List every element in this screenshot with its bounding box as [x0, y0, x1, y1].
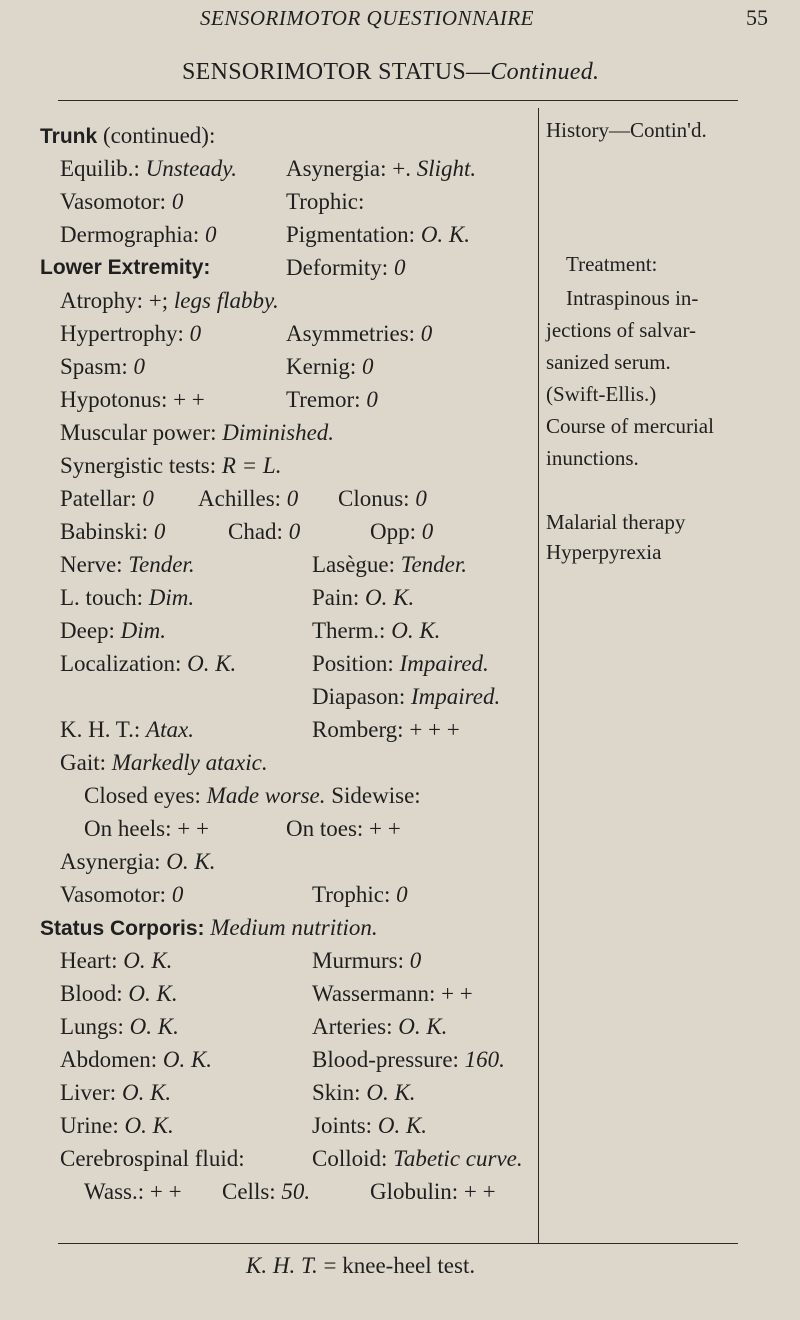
babinski-row: Babinski: 0	[60, 519, 166, 544]
asymmetries-row: Asymmetries: 0	[286, 321, 433, 346]
on-toes-row: On toes: + +	[286, 816, 401, 841]
treatment-line: Intraspinous in-	[566, 286, 699, 310]
heart-row: Heart: O. K.	[60, 948, 173, 973]
bottom-rule	[58, 1243, 738, 1244]
treatment-line: jections of salvar-	[546, 318, 697, 342]
lasegue-row: Lasègue: Tender.	[312, 552, 468, 577]
spasm-row: Spasm: 0	[60, 354, 145, 379]
treatment-line: (Swift-Ellis.)	[546, 382, 657, 406]
achilles-row: Achilles: 0	[198, 486, 299, 511]
atrophy-row: Atrophy: +; legs flabby.	[60, 288, 279, 313]
joints-row: Joints: O. K.	[312, 1113, 428, 1138]
gait-row: Gait: Markedly ataxic.	[60, 750, 268, 775]
section-title-text: SENSORIMOTOR STATUS—	[182, 59, 491, 85]
chad-row: Chad: 0	[228, 519, 301, 544]
section-title-suffix: Continued.	[490, 59, 600, 85]
deformity-row: Deformity: 0	[286, 255, 406, 280]
column-divider	[538, 108, 539, 1243]
liver-row: Liver: O. K.	[60, 1080, 172, 1105]
clonus-row: Clonus: 0	[338, 486, 427, 511]
opp-row: Opp: 0	[370, 519, 434, 544]
on-heels-row: On heels: + +	[84, 816, 209, 841]
closed-eyes-row: Closed eyes: Made worse. Sidewise:	[84, 783, 421, 808]
dermographia-row: Dermographia: 0	[60, 222, 217, 247]
vasomotor-2-row: Vasomotor: 0	[60, 882, 184, 907]
equilib-row: Equilib.: Unsteady.	[60, 156, 237, 181]
kernig-row: Kernig: 0	[286, 354, 374, 379]
pigmentation-row: Pigmentation: O. K.	[286, 222, 471, 247]
position-row: Position: Impaired.	[312, 651, 489, 676]
csf-row: Cerebrospinal fluid:	[60, 1146, 245, 1171]
skin-row: Skin: O. K.	[312, 1080, 416, 1105]
blood-pressure-row: Blood-pressure: 160.	[312, 1047, 505, 1072]
arteries-row: Arteries: O. K.	[312, 1014, 448, 1039]
romberg-row: Romberg: + + +	[312, 717, 460, 742]
hypotonus-row: Hypotonus: + +	[60, 387, 205, 412]
treatment-line: inunctions.	[546, 446, 639, 470]
malarial-line: Malarial therapy	[546, 510, 686, 534]
deep-row: Deep: Dim.	[60, 618, 167, 643]
diapason-row: Diapason: Impaired.	[312, 684, 501, 709]
running-title: SENSORIMOTOR QUESTIONNAIRE	[200, 6, 535, 30]
asynergia-2-row: Asynergia: O. K.	[60, 849, 216, 874]
treatment-label: Treatment:	[566, 252, 658, 276]
treatment-line: sanized serum.	[546, 350, 671, 374]
lungs-row: Lungs: O. K.	[60, 1014, 179, 1039]
status-corporis-row: Status Corporis: Medium nutrition.	[40, 915, 378, 940]
cells-row: Cells: 50.	[222, 1179, 311, 1204]
vasomotor-row: Vasomotor: 0	[60, 189, 184, 214]
trophic-2-row: Trophic: 0	[312, 882, 408, 907]
trunk-heading: Trunk (continued):	[40, 123, 216, 148]
section-title	[182, 58, 599, 86]
nerve-row: Nerve: Tender.	[60, 552, 195, 577]
pain-row: Pain: O. K.	[312, 585, 415, 610]
light-touch-row: L. touch: Dim.	[60, 585, 195, 610]
treatment-line: Course of mercurial	[546, 414, 714, 438]
localization-row: Localization: O. K.	[60, 651, 237, 676]
urine-row: Urine: O. K.	[60, 1113, 174, 1138]
malarial-line: Hyperpyrexia	[546, 540, 662, 564]
blood-row: Blood: O. K.	[60, 981, 178, 1006]
patellar-row: Patellar: 0	[60, 486, 154, 511]
therm-row: Therm.: O. K.	[312, 618, 441, 643]
muscular-power-row: Muscular power: Diminished.	[60, 420, 335, 445]
asynergia-row: Asynergia: +. Slight.	[286, 156, 477, 181]
top-rule	[58, 100, 738, 101]
murmurs-row: Murmurs: 0	[312, 948, 422, 973]
tremor-row: Tremor: 0	[286, 387, 378, 412]
wass-row: Wass.: + +	[84, 1179, 182, 1204]
globulin-row: Globulin: + +	[370, 1179, 496, 1204]
history-label: History—Contin'd.	[546, 118, 707, 142]
trophic-row: Trophic:	[286, 189, 365, 214]
lower-extremity-heading: Lower Extremity:	[40, 256, 211, 279]
wassermann-row: Wassermann: + +	[312, 981, 473, 1006]
knee-heel-row: K. H. T.: Atax.	[60, 717, 194, 742]
colloid-row: Colloid: Tabetic curve.	[312, 1146, 523, 1171]
hypertrophy-row: Hypertrophy: 0	[60, 321, 202, 346]
abdomen-row: Abdomen: O. K.	[60, 1047, 213, 1072]
page-number: 55	[746, 5, 768, 30]
footnote: K. H. T. = knee-heel test.	[246, 1253, 476, 1278]
synergistic-row: Synergistic tests: R = L.	[60, 453, 282, 478]
